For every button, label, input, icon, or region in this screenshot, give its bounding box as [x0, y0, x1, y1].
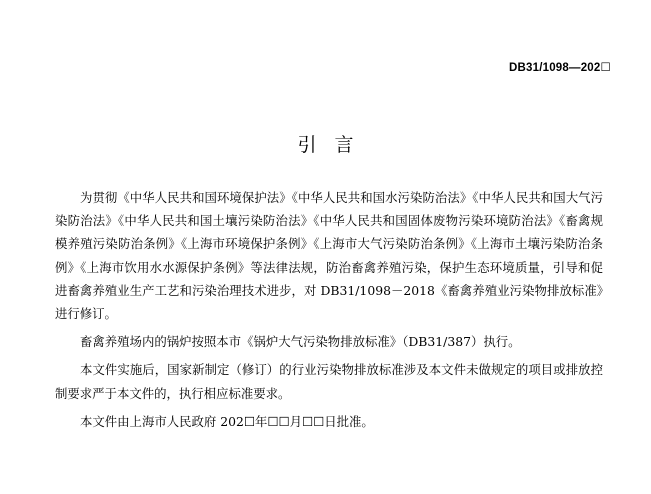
- introduction-body: [55, 186, 603, 438]
- page-title: 引言: [297, 134, 372, 156]
- paragraph-approval: 本文件由上海市人民政府 202☐年☐☐月☐☐日批准。: [80, 413, 374, 429]
- paragraph-purpose: 为贯彻《中华人民共和国环境保护法》《中华人民共和国水污染防治法》《中华人民共和国大气污染防治法》《中华人民共和国土壤污染防治法》《中华人民共和国固体废物污染环境防治法》《畜禽规模养殖污染防治条例》《上海市环境保护条例》《上海市大气污染防治条例》《上海市土壤污染防治条例》《上海市饮用水水源保护条例》等法律法规，防治畜禽养殖污染，保护生态环境质量，引导和促进畜禽养殖业生产工艺和污染治理技术进步，对 DB31/1098－2018《畜禽养殖业污染物排放标准》进行修订。: [55, 190, 603, 322]
- paragraph-implementation: 本文件实施后，国家新制定（修订）的行业污染物排放标准涉及本文件未做规定的项目或排放控制要求严于本文件的，执行相应标准要求。: [55, 362, 603, 401]
- paragraph-boiler: 畜禽养殖场内的锅炉按照本市《锅炉大气污染物排放标准》（DB31/387）执行。: [80, 334, 521, 350]
- document-code: DB31/1098—202☐: [509, 62, 611, 74]
